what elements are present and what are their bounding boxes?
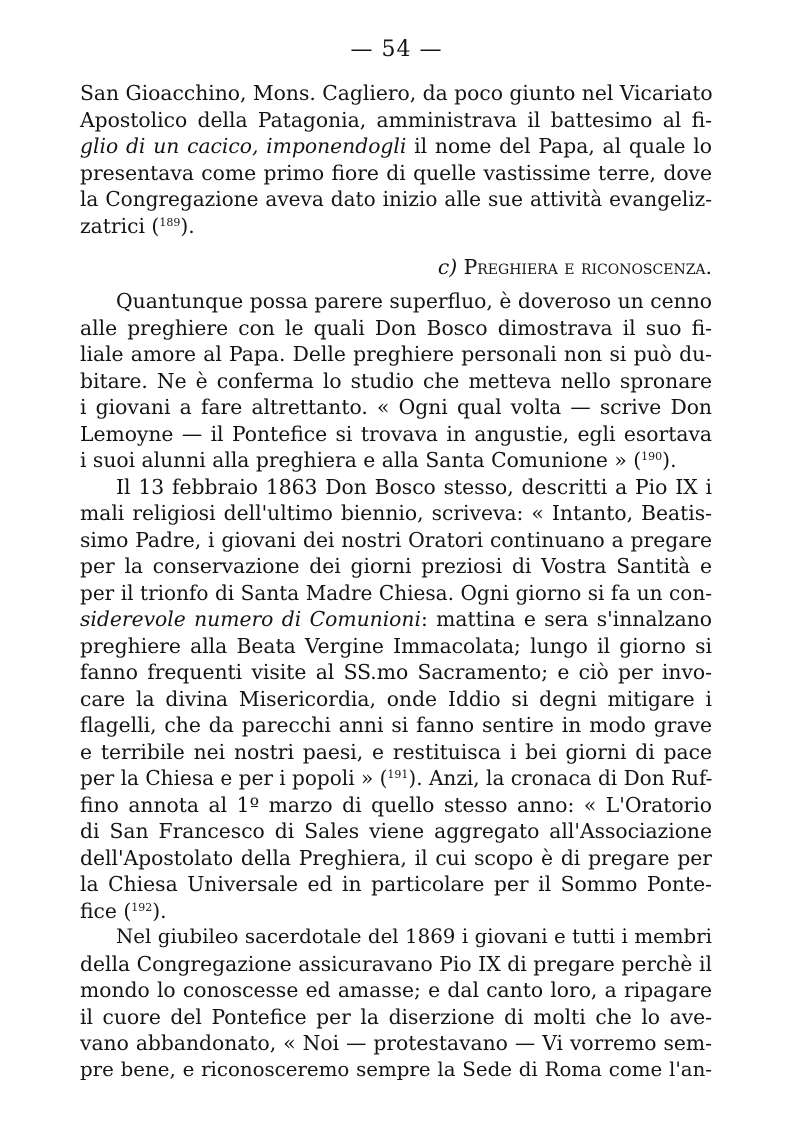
- text-line: vano abbandonato, « Noi — protestavano — Vi vorremo sem-: [80, 1031, 712, 1055]
- text-line: presentava come primo fiore di quelle vastissime terre, dove: [80, 160, 712, 185]
- italic-text: siderevole numero di Comunioni: [80, 607, 421, 631]
- italic-text: glio di un cacico, imponendogli: [80, 134, 407, 158]
- heading-line: [80, 254, 712, 281]
- text-span: ).: [662, 448, 677, 472]
- text-line: simo Padre, i giovani dei nostri Oratori continuano a pregare: [80, 527, 712, 552]
- text-line: alle preghiere con le quali Don Bosco dimostrava il suo fi-: [80, 315, 712, 340]
- text-line: liale amore al Papa. Delle preghiere personali non si può du-: [80, 342, 712, 366]
- heading-title: Preghiera e riconoscenza.: [463, 255, 712, 279]
- text-line: mondo lo conoscesse ed amasse; e dal canto loro, a ripagare: [80, 978, 712, 1002]
- paragraph-continued: [80, 80, 712, 239]
- footnote-ref: 190: [641, 450, 663, 463]
- text-line: preghiere alla Beata Vergine Immacolata; lungo il giorno si: [80, 633, 712, 658]
- text-line: per il trionfo di Santa Madre Chiesa. Ogni giorno si fa un con-: [80, 580, 712, 605]
- text-span: i suoi alunni alla preghiera e alla Santa Comunione » (: [80, 448, 642, 472]
- text-line: San Gioacchino, Mons. Cagliero, da poco giunto nel Vicariato: [80, 81, 713, 105]
- text-line: [80, 606, 712, 633]
- text-span: fice (: [80, 898, 132, 923]
- footnote-ref: 189: [159, 215, 181, 229]
- text-line: di San Francesco di Sales viene aggregato all'Associazione: [80, 819, 712, 843]
- text-line: Lemoyne — il Pontefice si trovava in angustie, egli esortava: [80, 421, 712, 446]
- text-span: zatrici (: [80, 213, 160, 238]
- text-line: e terribile nei nostri paesi, e restituisca i bei giorni di pace: [80, 739, 712, 764]
- text-line: i giovani a fare altrettanto. « Ogni qual volta — scrive Don: [80, 395, 712, 419]
- heading-letter: c): [437, 255, 464, 279]
- text-line: fanno frequenti visite al SS.mo Sacramento; e ciò per invo-: [80, 660, 712, 684]
- text-span: : mattina e sera s'innalzano: [420, 607, 712, 631]
- text-span: il nome del Papa, al quale lo: [406, 134, 713, 158]
- text-line: pre bene, e riconosceremo sempre la Sede di Roma come l'an-: [80, 1057, 712, 1081]
- footnote-ref: 192: [131, 900, 153, 914]
- text-line: mali religiosi dell'ultimo biennio, scriveva: « Intanto, Beatis-: [80, 501, 712, 525]
- text-line: della Congregazione assicuravano Pio IX di pregare perchè il: [80, 951, 712, 976]
- footnote-ref: 191: [387, 768, 409, 781]
- text-line: la Chiesa Universale ed in particolare per il Sommo Ponte-: [80, 872, 712, 896]
- text-line: per la conservazione dei giorni preziosi di Vostra Santità e: [80, 554, 712, 578]
- text-line: [80, 447, 712, 474]
- text-line: [80, 898, 712, 925]
- text-span: ).: [152, 898, 167, 923]
- text-line: [80, 765, 712, 792]
- text-line: Apostolico della Patagonia, amministrava il battesimo al fi-: [80, 107, 712, 132]
- text-span: ). Anzi, la cronaca di Don Ruf-: [408, 766, 713, 790]
- page-number: — 54 —: [350, 37, 443, 62]
- section-body: [80, 288, 712, 1083]
- text-line: [80, 213, 712, 240]
- text-line: fino annota al 1º marzo di quello stesso anno: « L'Oratorio: [80, 792, 712, 817]
- text-line: il cuore del Pontefice per la diserzione di molti che lo ave-: [80, 1004, 712, 1029]
- text-line: care la divina Misericordia, onde Iddio si degni mitigare i: [80, 686, 712, 711]
- text-span: per la Chiesa e per i popoli » (: [80, 766, 388, 790]
- text-line: Il 13 febbraio 1863 Don Bosco stesso, descritti a Pio IX i: [116, 474, 712, 499]
- text-line: dell'Apostolato della Preghiera, il cui scopo è di pregare per: [80, 845, 712, 870]
- text-span: ).: [180, 213, 195, 238]
- text-line: [80, 133, 712, 160]
- text-line: Quantunque possa parere superfluo, è doveroso un cenno: [116, 289, 712, 313]
- text-line: Nel giubileo sacerdotale del 1869 i giovani e tutti i membri: [116, 925, 712, 948]
- text-line: bitare. Ne è conferma lo studio che metteva nello spronare: [80, 368, 712, 393]
- text-line: flagelli, che da parecchi anni si fanno sentire in modo grave: [80, 713, 712, 737]
- text-line: la Congregazione aveva dato inizio alle sue attività evangeliz-: [80, 187, 712, 211]
- section-heading: [80, 254, 712, 281]
